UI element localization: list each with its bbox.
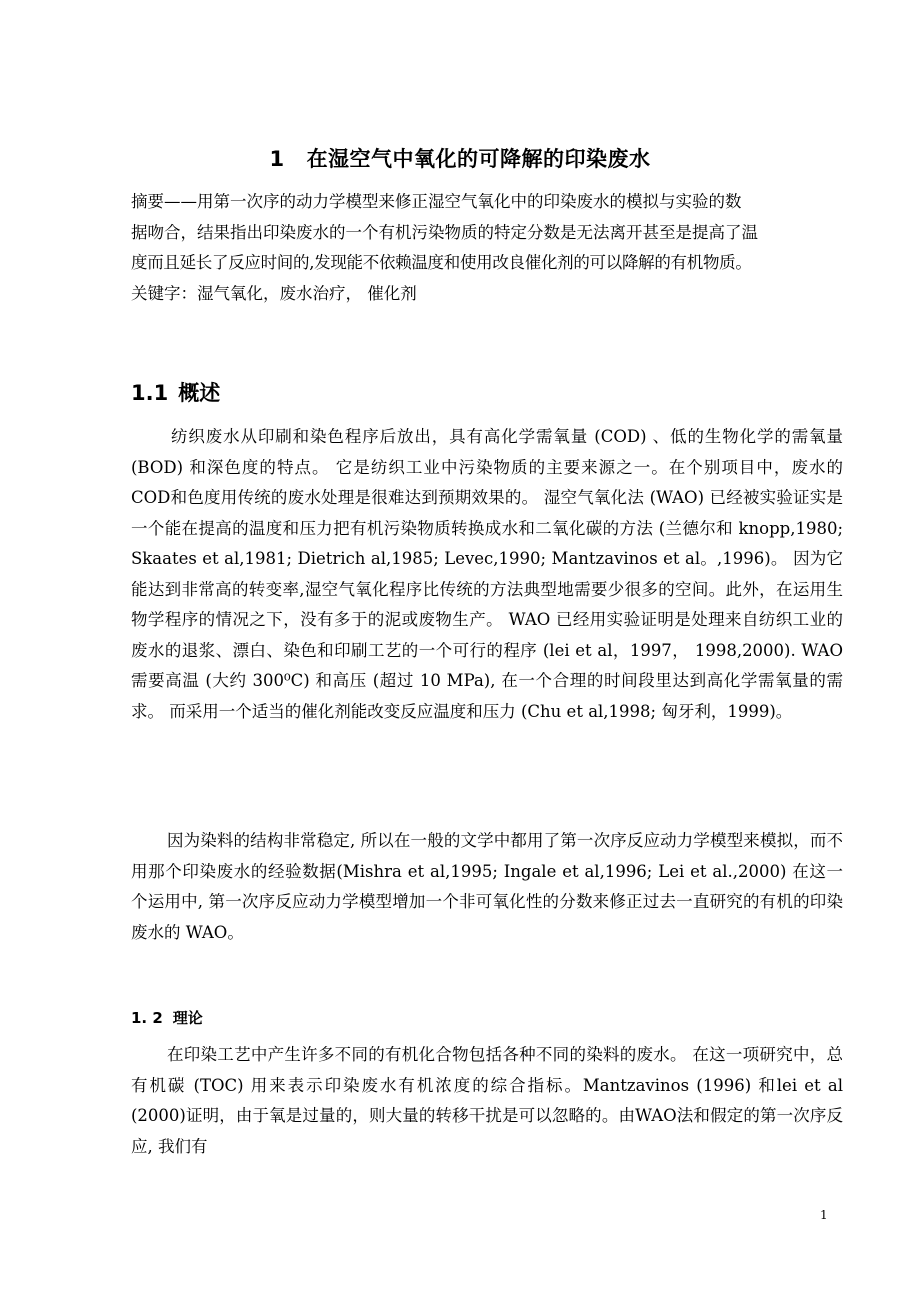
section-number: 1. 2 bbox=[131, 1009, 163, 1027]
intro-paragraph-1: 纺织废水从印刷和染色程序后放出，具有高化学需氧量 (COD) 、低的生物化学的需氧量 (BOD) 和深色度的特点。 它是纺织工业中污染物质的主要来源之一。在个别项目中，废水的COD和色度用传统的废水处理是很难达到预期效果的。 湿空气氧化法 (WAO) 已经被实验证实是一个能在提高的温度和压力把有机污染物质转换成水和二氧化碳的方法 (兰德尔和 knopp,1980; Skaates et al,1981; Dietrich al,1985; Levec,1990; Mantzavinos et al。,1996)。 因为它能达到非常高的转变率,湿空气氧化程序比传统的方法典型地需要少很多的空间。此外，在运用生物学程序的情况之下，没有多于的泥或废物生产。 WAO 已经用实验证明是处理来自纺织工业的废水的退浆、漂白、染色和印刷工艺的一个可行的程序 (lei et al，1997， 1998,2000). WAO 需要高温 (大约 300⁰C) 和高压 (超过 10 MPa), 在一个合理的时间段里达到高化学需氧量的需求。 而采用一个适当的催化剂能改变反应温度和压力 (Chu et al,1998; 匈牙利，1999)。 bbox=[131, 427, 843, 721]
page-title bbox=[0, 143, 920, 173]
abstract-line: 据吻合，结果指出印染废水的一个有机污染物质的特定分数是无法离开甚至是提高了温 bbox=[131, 222, 758, 242]
abstract bbox=[131, 187, 843, 309]
keywords-line: 关键字：湿气氧化，废水治疗， 催化剂 bbox=[131, 283, 417, 303]
section-title: 概述 bbox=[178, 381, 221, 405]
abstract-line: 度而且延长了反应时间的,发现能不依赖温度和使用改良催化剂的可以降解的有机物质。 bbox=[131, 253, 752, 272]
section-number: 1.1 bbox=[131, 381, 169, 405]
section-heading-1-2 bbox=[131, 1007, 203, 1028]
theory-paragraph: 在印染工艺中产生许多不同的有机化合物包括各种不同的染料的废水。 在这一项研究中，总有机碳 (TOC) 用来表示印染废水有机浓度的综合指标。Mantzavinos (1996) 和lei et al (2000)证明，由于氧是过量的，则大量的转移干扰是可以忽略的。由WAO法和假定的第一次序反应, 我们有 bbox=[131, 1045, 843, 1156]
title-text: 在湿空气中氧化的可降解的印染废水 bbox=[306, 147, 651, 171]
abstract-line: 摘要——用第一次序的动力学模型来修正湿空气氧化中的印染废水的模拟与实验的数 bbox=[131, 192, 742, 211]
page-number: 1 bbox=[820, 1208, 828, 1222]
intro-paragraph-2: 因为染料的结构非常稳定, 所以在一般的文学中都用了第一次序反应动力学模型来模拟，而不用那个印染废水的经验数据(Mishra et al,1995; Ingale et al,1996; Lei et al.,2000) 在这一个运用中, 第一次序反应动力学模型增加一个非可氧化性的分数来修正过去一直研究的有机的印染废水的 WAO。 bbox=[131, 831, 843, 942]
section-heading-1-1 bbox=[131, 377, 220, 407]
section-title: 理论 bbox=[172, 1009, 203, 1027]
title-number: 1 bbox=[269, 147, 285, 171]
